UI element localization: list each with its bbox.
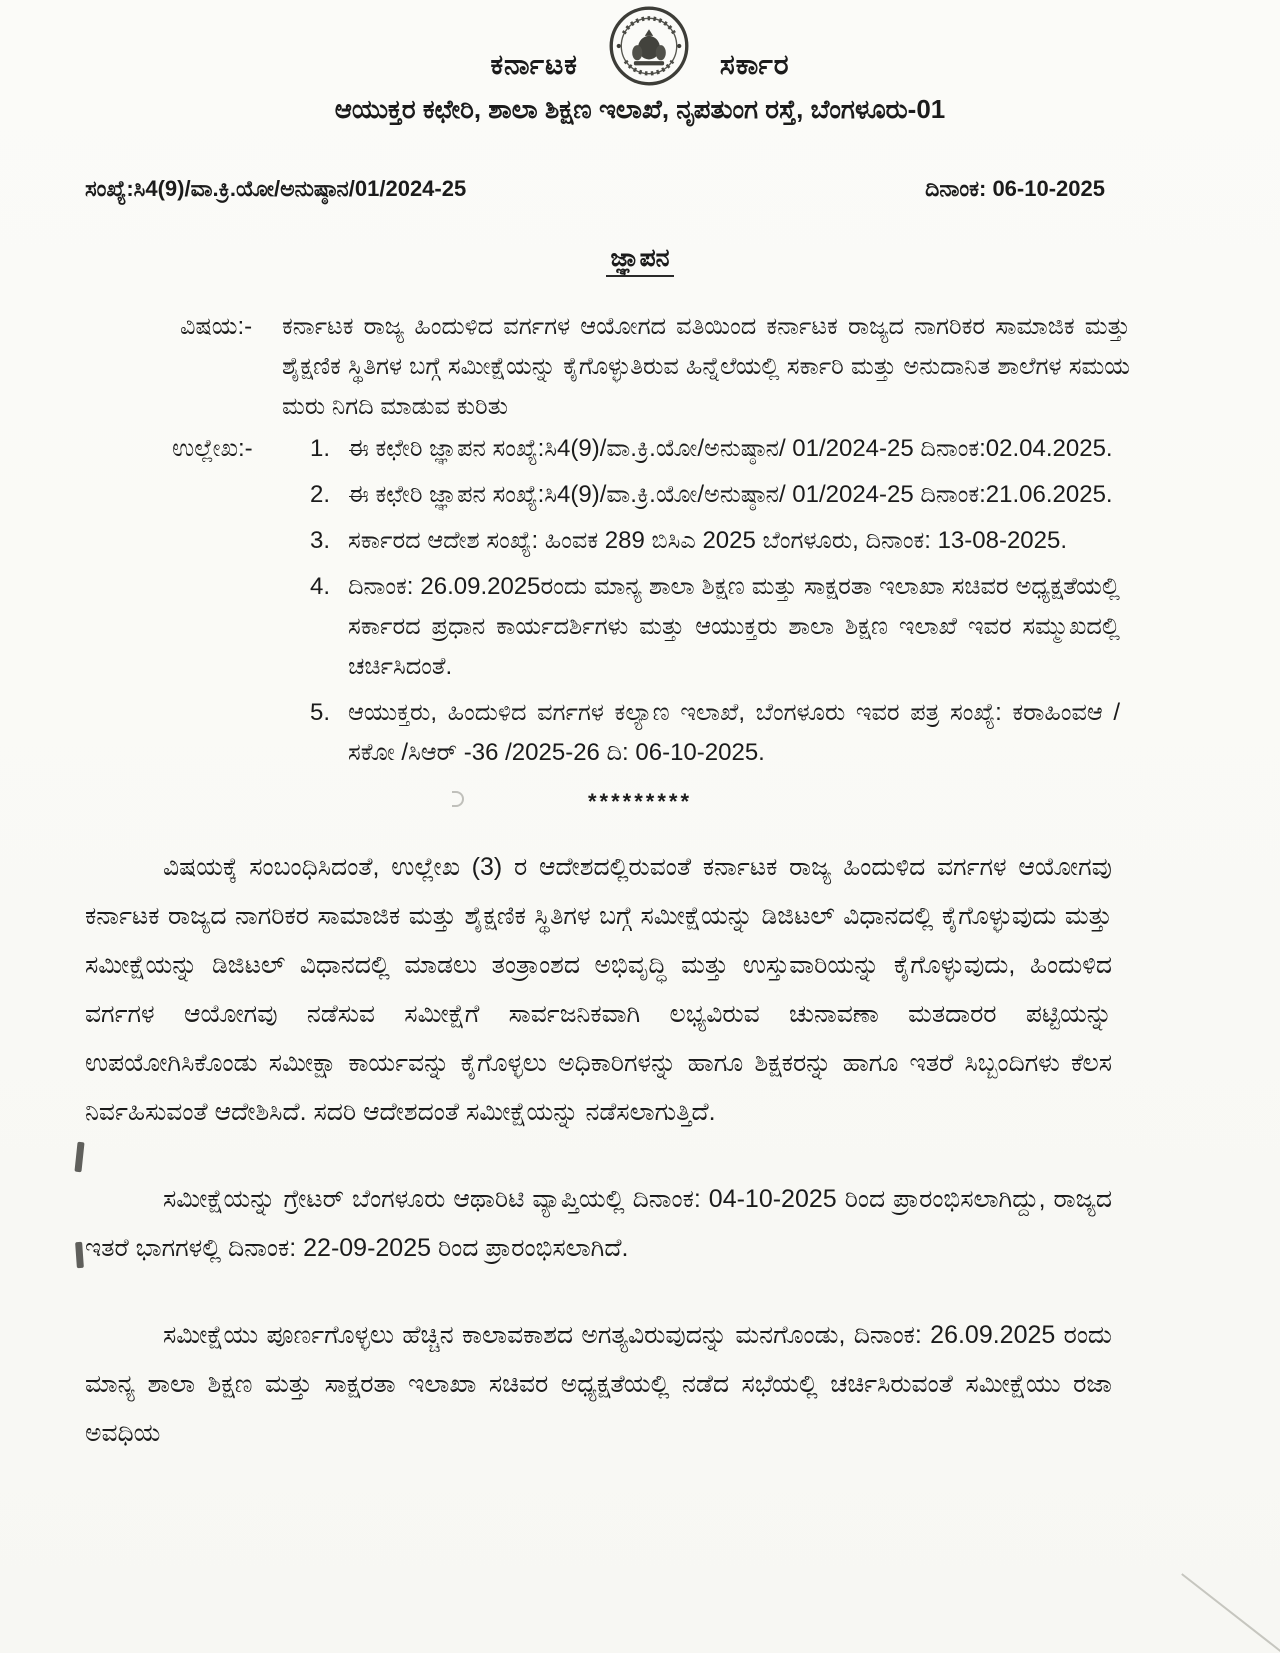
scan-smudge <box>75 1242 84 1268</box>
reference-item-2 <box>310 475 1120 515</box>
subject-text: ಕರ್ನಾಟಕ ರಾಜ್ಯ ಹಿಂದುಳಿದ ವರ್ಗಗಳ ಆಯೋಗದ ವತಿಯಿಂದ ಕರ್ನಾಟಕ ರಾಜ್ಯದ ನಾಗರಿಕರ ಸಾಮಾಜಿಕ ಮತ್ತು ಶೈಕ್ಷಣಿಕ ಸ್ಥಿತಿಗಳ ಬಗ್ಗೆ ಸಮೀಕ್ಷೆಯನ್ನು ಕೈಗೊಳ್ಳುತಿರುವ ಹಿನ್ನೆಲೆಯಲ್ಲಿ ಸರ್ಕಾರಿ ಮತ್ತು ಅನುದಾನಿತ ಶಾಲೆಗಳ ಸಮಯ ಮರು ನಿಗದಿ ಮಾಡುವ ಕುರಿತು <box>282 313 1130 420</box>
reference-item-text: ಸರ್ಕಾರದ ಆದೇಶ ಸಂಖ್ಯೆ: ಹಿಂವಕ 289 ಬಿಸಿಎ 2025 ಬೆಂಗಳೂರು, ದಿನಾಂಕ: 13-08-2025. <box>348 527 1068 554</box>
references-list <box>310 429 1120 779</box>
reference-item-text: ಈ ಕಛೇರಿ ಜ್ಞಾಪನ ಸಂಖ್ಯೆ:ಸಿ4(9)/ವಾ.ಕ್ರಿ.ಯೋ/ಅನುಷ್ಠಾನ/ 01/2024-25 ದಿನಾಂಕ:21.06.2025. <box>348 481 1113 508</box>
reference-item-3 <box>310 521 1120 561</box>
body-paragraph-3: ಸಮೀಕ್ಷೆಯು ಪೂರ್ಣಗೊಳ್ಳಲು ಹೆಚ್ಚಿನ ಕಾಲಾವಕಾಶದ ಅಗತ್ಯವಿರುವುದನ್ನು ಮನಗೊಂಡು, ದಿನಾಂಕ: 26.09.2025 ರಂದು ಮಾನ್ಯ ಶಾಲಾ ಶಿಕ್ಷಣ ಮತ್ತು ಸಾಕ್ಷರತಾ ಇಲಾಖಾ ಸಚಿವರ ಅಧ್ಯಕ್ಷತೆಯಲ್ಲಿ ನಡೆದ ಸಭೆಯಲ್ಲಿ ಚರ್ಚಿಸಿರುವಂತೆ ಸಮೀಕ್ಷೆಯು ರಜಾ ಅವಧಿಯ <box>85 1321 1112 1447</box>
references-block <box>172 429 1120 779</box>
scan-corner-line <box>1181 1573 1280 1653</box>
reference-item-number: 3. <box>310 527 331 554</box>
reference-item-number: 4. <box>310 573 331 600</box>
memo-title: ಜ್ಞಾಪನ <box>0 244 1280 277</box>
body-paragraph-2: ಸಮೀಕ್ಷೆಯನ್ನು ಗ್ರೇಟರ್ ಬೆಂಗಳೂರು ಆಥಾರಿಟಿ ವ್ಯಾಪ್ತಿಯಲ್ಲಿ ದಿನಾಂಕ: 04-10-2025 ರಿಂದ ಪ್ರಾರಂಭಿಸಲಾಗಿದ್ದು, ರಾಜ್ಯದ ಇತರೆ ಭಾಗಗಳಲ್ಲಿ ದಿನಾಂಕ: 22-09-2025 ರಿಂದ ಪ್ರಾರಂಭಿಸಲಾಗಿದೆ. <box>85 1185 1112 1262</box>
stars-separator: ********* <box>0 789 1280 815</box>
reference-item-number: 2. <box>310 481 331 508</box>
gov-name-left: ಕರ್ನಾಟಕ <box>490 49 578 80</box>
reference-item-number: 5. <box>310 699 331 726</box>
document-date: ದಿನಾಂಕ: 06-10-2025 <box>925 176 1105 201</box>
reference-item-text: ಈ ಕಛೇರಿ ಜ್ಞಾಪನ ಸಂಖ್ಯೆ:ಸಿ4(9)/ವಾ.ಕ್ರಿ.ಯೋ/ಅನುಷ್ಠಾನ/ 01/2024-25 ದಿನಾಂಕ:02.04.2025. <box>348 435 1113 462</box>
scan-smudge <box>74 1142 84 1173</box>
gov-name-right: ಸರ್ಕಾರ <box>719 49 790 80</box>
scan-artifact <box>452 791 464 807</box>
body-paragraph-1: ವಿಷಯಕ್ಕೆ ಸಂಬಂಧಿಸಿದಂತೆ, ಉಲ್ಲೇಖ (3) ರ ಆದೇಶದಲ್ಲಿರುವಂತೆ ಕರ್ನಾಟಕ ರಾಜ್ಯ ಹಿಂದುಳಿದ ವರ್ಗಗಳ ಆಯೋಗವು ಕರ್ನಾಟಕ ರಾಜ್ಯದ ನಾಗರಿಕರ ಸಾಮಾಜಿಕ ಮತ್ತು ಶೈಕ್ಷಣಿಕ ಸ್ಥಿತಿಗಳ ಬಗ್ಗೆ ಸಮೀಕ್ಷೆಯನ್ನು ಡಿಜಿಟಲ್ ವಿಧಾನದಲ್ಲಿ ಕೈಗೊಳ್ಳುವುದು ಮತ್ತು ಸಮೀಕ್ಷೆಯನ್ನು ಡಿಜಿಟಲ್ ವಿಧಾನದಲ್ಲಿ ಮಾಡಲು ತಂತ್ರಾಂಶದ ಅಭಿವೃದ್ಧಿ ಮತ್ತು ಉಸ್ತುವಾರಿಯನ್ನು ಕೈಗೊಳ್ಳುವುದು, ಹಿಂದುಳಿದ ವರ್ಗಗಳ ಆಯೋಗವು ನಡೆಸುವ ಸಮೀಕ್ಷೆಗೆ ಸಾರ್ವಜನಿಕವಾಗಿ ಲಭ್ಯವಿರುವ ಚುನಾವಣಾ ಮತದಾರರ ಪಟ್ಟಿಯನ್ನು ಉಪಯೋಗಿಸಿಕೊಂಡು ಸಮೀಕ್ಷಾ ಕಾರ್ಯವನ್ನು ಕೈಗೊಳ್ಳಲು ಅಧಿಕಾರಿಗಳನ್ನು ಹಾಗೂ ಶಿಕ್ಷಕರನ್ನು ಹಾಗೂ ಇತರೆ ಸಿಬ್ಬಂದಿಗಳು ಕೆಲಸ ನಿರ್ವಹಿಸುವಂತೆ ಆದೇಶಿಸಿದೆ. ಸದರಿ ಆದೇಶದಂತೆ ಸಮೀಕ್ಷೆಯನ್ನು ನಡೆಸಲಾಗುತ್ತಿದೆ. <box>85 853 1112 1126</box>
office-address-line: ಆಯುಕ್ತರ ಕಛೇರಿ, ಶಾಲಾ ಶಿಕ್ಷಣ ಇಲಾಖೆ, ನೃಪತುಂಗ ರಸ್ತೆ, ಬೆಂಗಳೂರು-01 <box>334 94 946 124</box>
subject-label: ವಿಷಯ:- <box>180 313 253 340</box>
reference-item-4 <box>310 567 1120 687</box>
references-label: ಉಲ್ಲೇಖ:- <box>172 435 253 462</box>
reference-number: ಸಂಖ್ಯೆ:ಸಿ4(9)/ವಾ.ಕ್ರಿ.ಯೋ/ಅನುಷ್ಠಾನ/01/2024-25 <box>85 176 467 201</box>
karnataka-emblem-icon <box>606 4 692 88</box>
memo-body <box>85 843 1112 1458</box>
reference-date-row <box>85 176 1105 202</box>
reference-item-1 <box>310 429 1120 469</box>
reference-item-text: ದಿನಾಂಕ: 26.09.2025ರಂದು ಮಾನ್ಯ ಶಾಲಾ ಶಿಕ್ಷಣ ಮತ್ತು ಸಾಕ್ಷರತಾ ಇಲಾಖಾ ಸಚಿವರ ಅಧ್ಯಕ್ಷತೆಯಲ್ಲಿ ಸರ್ಕಾರದ ಪ್ರಧಾನ ಕಾರ್ಯದರ್ಶಿಗಳು ಮತ್ತು ಆಯುಕ್ತರು ಶಾಲಾ ಶಿಕ್ಷಣ ಇಲಾಖೆ ಇವರ ಸಮ್ಮುಖದಲ್ಲಿ ಚರ್ಚಿಸಿದಂತೆ. <box>348 573 1120 680</box>
reference-item-number: 1. <box>310 435 331 462</box>
reference-item-5 <box>310 693 1120 773</box>
subject-block <box>180 307 1130 427</box>
reference-item-text: ಆಯುಕ್ತರು, ಹಿಂದುಳಿದ ವರ್ಗಗಳ ಕಲ್ಯಾಣ ಇಲಾಖೆ, ಬೆಂಗಳೂರು ಇವರ ಪತ್ರ ಸಂಖ್ಯೆ: ಕರಾಹಿಂವಆ /ಸಕೋ /ಸಿಆರ್ -36 /2025-26 ದಿ: 06-10-2025. <box>348 699 1120 766</box>
government-header <box>0 0 1280 88</box>
